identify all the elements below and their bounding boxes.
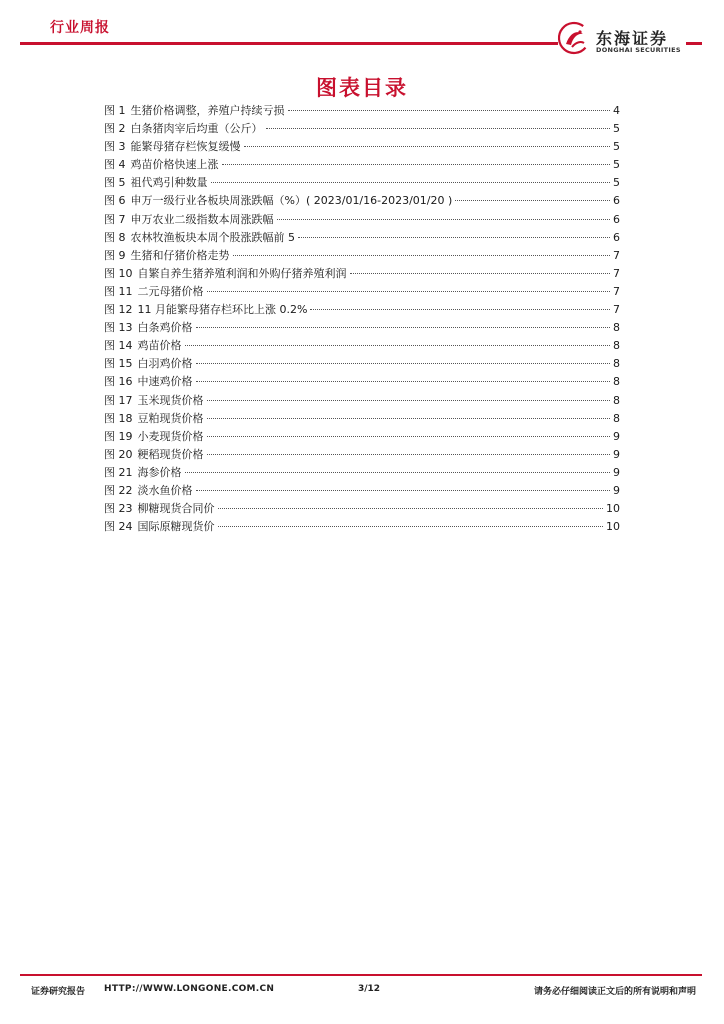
logo-english-name: DONGHAI SECURITIES xyxy=(596,46,681,54)
toc-figure-number: 图 13 xyxy=(104,321,133,335)
toc-entry[interactable] xyxy=(104,337,620,355)
toc-dot-leader xyxy=(218,508,604,509)
toc-figure-title: 申万农业二级指数本周涨跌幅 xyxy=(130,212,274,226)
toc-page-number: 5 xyxy=(613,140,620,154)
toc-figure-title: 鸡苗价格 xyxy=(137,339,182,353)
toc-entry[interactable] xyxy=(104,265,620,283)
toc-entry[interactable] xyxy=(104,500,620,518)
toc-figure-number: 图 19 xyxy=(104,429,133,443)
toc-entry[interactable] xyxy=(104,120,620,138)
toc-page-number: 9 xyxy=(613,447,620,461)
toc-entry[interactable] xyxy=(104,192,620,210)
toc-dot-leader xyxy=(244,146,611,147)
toc-figure-title: 国际原糖现货价 xyxy=(137,520,215,534)
toc-figure-title: 白条猪肉宰后均重（公斤） xyxy=(130,122,263,136)
header-divider xyxy=(20,42,558,45)
footer-report-label: 证券研究报告 xyxy=(31,987,86,997)
toc-figure-number: 图 2 xyxy=(104,122,126,136)
footer-disclaimer: 请务必仔细阅读正文后的所有说明和声明 xyxy=(533,987,696,997)
toc-page-number: 9 xyxy=(613,429,620,443)
toc-dot-leader xyxy=(207,454,611,455)
toc-entry[interactable] xyxy=(104,428,620,446)
toc-page-number: 7 xyxy=(613,248,620,262)
toc-entry[interactable] xyxy=(104,301,620,319)
toc-page-number: 6 xyxy=(613,230,620,244)
toc-page-number: 5 xyxy=(613,158,620,172)
toc-dot-leader xyxy=(185,345,611,346)
toc-figure-number: 图 11 xyxy=(104,284,133,298)
toc-page-number: 7 xyxy=(613,266,620,280)
toc-figure-number: 图 12 xyxy=(104,303,133,317)
toc-figure-title: 能繁母猪存栏恢复缓慢 xyxy=(130,140,241,154)
toc-figure-number: 图 22 xyxy=(104,483,133,497)
toc-page-number: 5 xyxy=(613,176,620,190)
toc-figure-title: 粳稻现货价格 xyxy=(137,447,204,461)
toc-figure-title: 11 月能繁母猪存栏环比上涨 0.2% xyxy=(137,303,308,317)
toc-figure-title: 祖代鸡引种数量 xyxy=(130,176,208,190)
toc-figure-number: 图 24 xyxy=(104,520,133,534)
toc-entry[interactable] xyxy=(104,138,620,156)
toc-figure-number: 图 9 xyxy=(104,248,126,262)
toc-entry[interactable] xyxy=(104,211,620,229)
toc-figure-title: 自繁自养生猪养殖利润和外购仔猪养殖利润 xyxy=(137,266,347,280)
toc-dot-leader xyxy=(185,472,611,473)
donghai-logo xyxy=(556,20,686,58)
toc-dot-leader xyxy=(196,490,611,491)
toc-dot-leader xyxy=(207,291,611,292)
toc-dot-leader xyxy=(266,128,611,129)
toc-figure-title: 农林牧渔板块本周个股涨跌幅前 5 xyxy=(130,230,295,244)
toc-page-number: 7 xyxy=(613,284,620,298)
toc-page-number: 8 xyxy=(613,321,620,335)
toc-page-number: 6 xyxy=(613,194,620,208)
footer-divider xyxy=(20,974,702,976)
toc-figure-number: 图 17 xyxy=(104,393,133,407)
toc-entry[interactable] xyxy=(104,518,620,536)
toc-page-number: 8 xyxy=(613,393,620,407)
toc-figure-number: 图 16 xyxy=(104,375,133,389)
logo-chinese-name: 东海证券 xyxy=(596,29,669,48)
toc-figure-number: 图 8 xyxy=(104,230,126,244)
toc-entry[interactable] xyxy=(104,102,620,120)
toc-figure-title: 鸡苗价格快速上涨 xyxy=(130,158,219,172)
toc-dot-leader xyxy=(233,255,611,256)
toc-figure-title: 申万一级行业各板块周涨跌幅（%）( 2023/01/16-2023/01/20 ) xyxy=(130,194,453,208)
toc-page-number: 5 xyxy=(613,122,620,136)
toc-dot-leader xyxy=(207,400,611,401)
toc-page-number: 10 xyxy=(606,520,620,534)
toc-entry[interactable] xyxy=(104,446,620,464)
page-title: 图表目录 xyxy=(316,76,408,100)
page-footer xyxy=(31,984,696,998)
footer-website-link[interactable]: HTTP://WWW.LONGONE.COM.CN xyxy=(104,984,275,994)
toc-figure-number: 图 15 xyxy=(104,357,133,371)
toc-dot-leader xyxy=(196,363,611,364)
toc-dot-leader xyxy=(211,182,611,183)
toc-dot-leader xyxy=(298,237,610,238)
toc-figure-title: 玉米现货价格 xyxy=(137,393,204,407)
toc-figure-title: 豆粕现货价格 xyxy=(137,411,204,425)
toc-figure-number: 图 6 xyxy=(104,194,126,208)
figure-list xyxy=(104,102,620,536)
toc-entry[interactable] xyxy=(104,373,620,391)
toc-page-number: 6 xyxy=(613,212,620,226)
toc-figure-number: 图 14 xyxy=(104,339,133,353)
toc-dot-leader xyxy=(207,436,611,437)
toc-entry[interactable] xyxy=(104,482,620,500)
toc-entry[interactable] xyxy=(104,464,620,482)
toc-page-number: 10 xyxy=(606,502,620,516)
toc-figure-title: 中速鸡价格 xyxy=(137,375,193,389)
toc-entry[interactable] xyxy=(104,156,620,174)
toc-entry[interactable] xyxy=(104,392,620,410)
toc-entry[interactable] xyxy=(104,319,620,337)
toc-figure-number: 图 21 xyxy=(104,465,133,479)
footer-page-number: 3/12 xyxy=(358,984,381,994)
toc-page-number: 8 xyxy=(613,411,620,425)
toc-dot-leader xyxy=(196,381,611,382)
toc-figure-number: 图 7 xyxy=(104,212,126,226)
toc-dot-leader xyxy=(310,309,610,310)
toc-dot-leader xyxy=(222,164,611,165)
dragon-emblem-icon xyxy=(556,20,592,56)
toc-figure-title: 白羽鸡价格 xyxy=(137,357,193,371)
toc-dot-leader xyxy=(288,110,611,111)
toc-figure-title: 淡水鱼价格 xyxy=(137,483,193,497)
toc-figure-title: 海参价格 xyxy=(137,465,182,479)
header-divider-right xyxy=(686,42,702,45)
toc-page-number: 9 xyxy=(613,465,620,479)
toc-page-number: 8 xyxy=(613,357,620,371)
toc-entry[interactable] xyxy=(104,229,620,247)
toc-figure-number: 图 18 xyxy=(104,411,133,425)
toc-entry[interactable] xyxy=(104,247,620,265)
toc-figure-number: 图 20 xyxy=(104,447,133,461)
toc-figure-title: 生猪价格调整，养殖户持续亏损 xyxy=(130,104,285,117)
toc-dot-leader xyxy=(207,418,611,419)
toc-figure-number: 图 5 xyxy=(104,176,126,190)
toc-figure-number: 图 4 xyxy=(104,158,126,172)
toc-dot-leader xyxy=(277,219,611,220)
report-type-label: 行业周报 xyxy=(50,20,110,36)
toc-figure-title: 生猪和仔猪价格走势 xyxy=(130,248,230,262)
toc-page-number: 4 xyxy=(613,104,620,117)
toc-page-number: 9 xyxy=(613,483,620,497)
toc-figure-number: 图 3 xyxy=(104,140,126,154)
toc-figure-number: 图 10 xyxy=(104,266,133,280)
toc-figure-title: 柳糖现货合同价 xyxy=(137,502,215,516)
toc-page-number: 8 xyxy=(613,375,620,389)
toc-dot-leader xyxy=(455,200,610,201)
toc-entry[interactable] xyxy=(104,355,620,373)
toc-figure-number: 图 23 xyxy=(104,502,133,516)
toc-figure-title: 白条鸡价格 xyxy=(137,321,193,335)
toc-figure-title: 二元母猪价格 xyxy=(137,284,204,298)
toc-figure-number: 图 1 xyxy=(104,104,126,117)
toc-entry[interactable] xyxy=(104,174,620,192)
toc-dot-leader xyxy=(196,327,611,328)
toc-page-number: 7 xyxy=(613,303,620,317)
toc-figure-title: 小麦现货价格 xyxy=(137,429,204,443)
toc-entry[interactable] xyxy=(104,283,620,301)
toc-dot-leader xyxy=(218,526,604,527)
toc-page-number: 8 xyxy=(613,339,620,353)
toc-entry[interactable] xyxy=(104,410,620,428)
toc-dot-leader xyxy=(350,273,611,274)
